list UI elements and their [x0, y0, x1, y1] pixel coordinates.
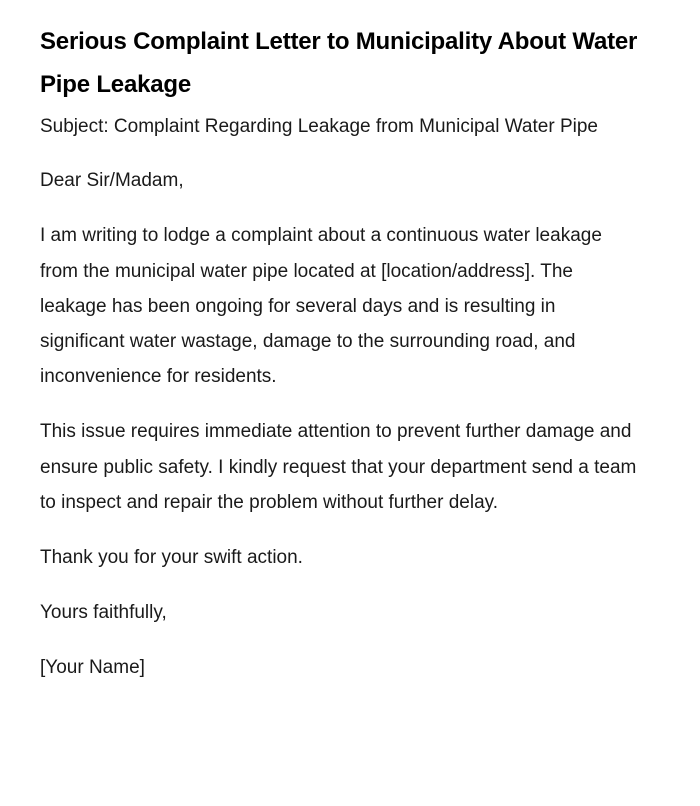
body-paragraph: I am writing to lodge a complaint about a continuous water leakage from the municipal water pipe located at [location/address]. The leakage has been ongoing for several days and is resulting in significant water wastage, damage to the surrounding road, and inconvenience for residents. — [40, 225, 602, 388]
letter-document — [40, 20, 640, 686]
thanks-line: Thank you for your swift action. — [40, 547, 303, 569]
page-title: Serious Complaint Letter to Municipality About Water Pipe Leakage — [40, 28, 638, 98]
subject-line: Subject: Complaint Regarding Leakage from Municipal Water Pipe — [40, 116, 598, 137]
signature-placeholder: [Your Name] — [40, 657, 145, 679]
body-paragraph: This issue requires immediate attention to prevent further damage and ensure public safety. I kindly request that your department send a team to inspect and repair the problem without further delay. — [40, 421, 637, 513]
closing-line: Yours faithfully, — [40, 602, 167, 624]
salutation: Dear Sir/Madam, — [40, 170, 184, 192]
